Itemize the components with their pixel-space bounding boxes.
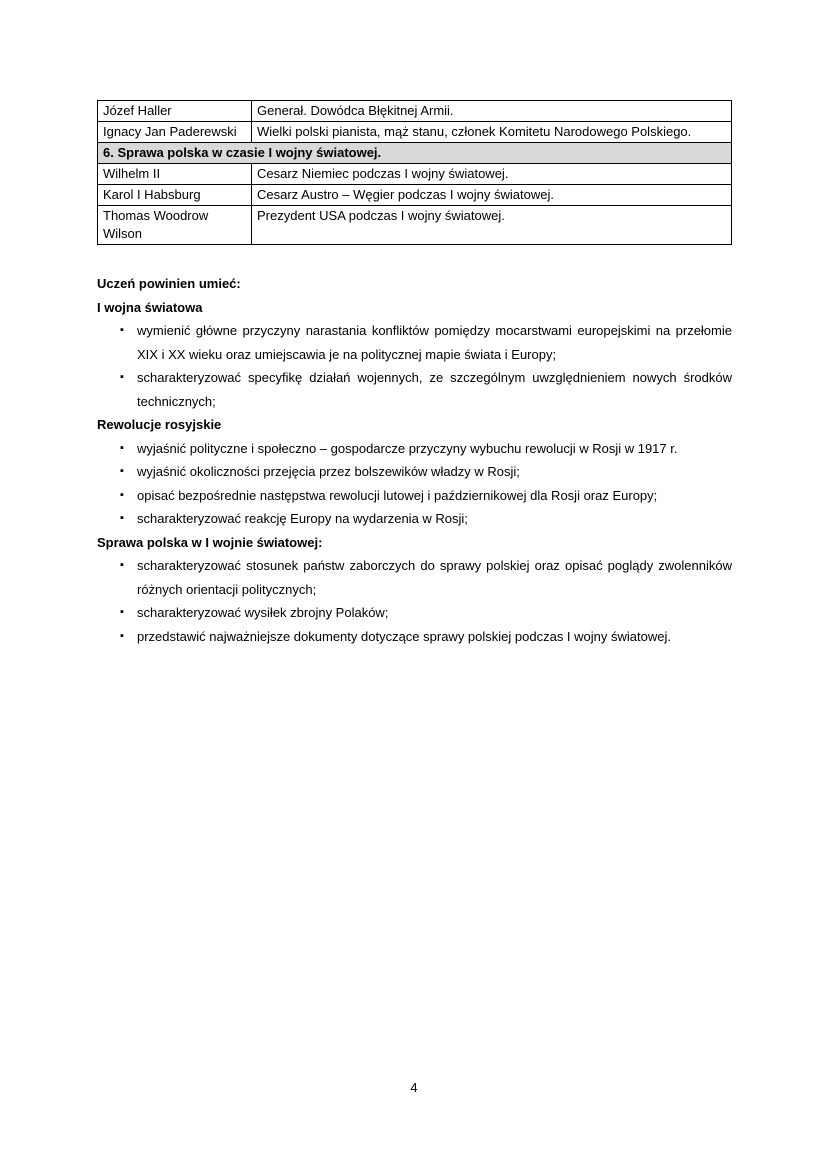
list-item (97, 625, 732, 649)
list-item-text: wyjaśnić okoliczności przejęcia przez bolszewików władzy w Rosji; (137, 464, 520, 479)
list-item (97, 484, 732, 508)
list-item (97, 460, 732, 484)
list-item-text: scharakteryzować reakcję Europy na wydarzenia w Rosji; (137, 511, 468, 526)
list-item-text: scharakteryzować wysiłek zbrojny Polaków; (137, 605, 389, 620)
table-cell-name: Ignacy Jan Paderewski (98, 122, 252, 143)
list-item (97, 437, 732, 461)
table-cell-desc: Generał. Dowódca Błękitnej Armii. (252, 101, 732, 122)
table-row (98, 122, 732, 143)
bullet-icon: ▪ (120, 371, 124, 383)
table-cell-name: Józef Haller (98, 101, 252, 122)
bullet-icon: ▪ (120, 559, 124, 571)
list-item-text: wymienić główne przyczyny narastania konfliktów pomiędzy mocarstwami europejskimi na przełomie XIX i XX wieku oraz umiejscawia je na politycznej mapie świata i Europy; (137, 323, 732, 362)
table-row (98, 164, 732, 185)
table-row (98, 101, 732, 122)
list-item-text: opisać bezpośrednie następstwa rewolucji lutowej i październikowej dla Rosji oraz Europy; (137, 487, 658, 503)
table-cell-desc: Wielki polski pianista, mąż stanu, członek Komitetu Narodowego Polskiego. (252, 122, 732, 143)
bullet-list-revolutions (97, 437, 732, 531)
section-heading-revolutions: Rewolucje rosyjskie (97, 417, 222, 432)
section-heading-wwi: I wojna światowa (97, 299, 203, 315)
bullet-icon: ▪ (120, 629, 124, 642)
requirements-section (97, 272, 732, 648)
document-content (97, 100, 732, 648)
bullet-list-polish-cause (97, 554, 732, 648)
bullet-icon: ▪ (120, 441, 124, 454)
list-item (97, 554, 732, 601)
table-cell-desc: Cesarz Niemiec podczas I wojny światowej. (252, 164, 732, 185)
list-item-text: scharakteryzować specyfikę działań wojennych, ze szczególnym uwzględnieniem nowych środków technicznych; (137, 370, 732, 409)
table-cell-desc: Prezydent USA podczas I wojny światowej. (252, 206, 732, 245)
intro-heading: Uczeń powinien umieć: (97, 276, 241, 291)
table-cell-name: Karol I Habsburg (98, 185, 252, 206)
table-row (98, 206, 732, 245)
table-section-header: 6. Sprawa polska w czasie I wojny światowej. (98, 143, 732, 164)
section-heading-polish-cause: Sprawa polska w I wojnie światowej: (97, 534, 323, 550)
list-item-text: przedstawić najważniejsze dokumenty dotyczące sprawy polskiej podczas I wojny światowej. (137, 628, 671, 644)
bullet-list-wwi (97, 319, 732, 413)
table-cell-desc: Cesarz Austro – Węgier podczas I wojny światowej. (252, 185, 732, 206)
list-item-text: wyjaśnić polityczne i społeczno – gospodarcze przyczyny wybuchu rewolucji w Rosji w 1917 r. (137, 440, 678, 456)
table-section-header-row (98, 143, 732, 164)
bullet-icon: ▪ (120, 465, 124, 477)
bullet-icon: ▪ (120, 488, 124, 501)
list-item (97, 601, 732, 625)
table-cell-name: Wilhelm II (98, 164, 252, 185)
list-item (97, 319, 732, 366)
list-item-text: scharakteryzować stosunek państw zaborczych do sprawy polskiej oraz opisać poglądy zwolenników różnych orientacji politycznych; (137, 558, 732, 597)
page-number: 4 (410, 1080, 418, 1095)
historical-figures-table (97, 100, 732, 245)
bullet-icon: ▪ (120, 512, 124, 524)
table-row (98, 185, 732, 206)
bullet-icon: ▪ (120, 606, 124, 618)
bullet-icon: ▪ (120, 324, 124, 336)
table-cell-name: Thomas Woodrow Wilson (98, 206, 252, 245)
list-item (97, 507, 732, 531)
list-item (97, 366, 732, 413)
